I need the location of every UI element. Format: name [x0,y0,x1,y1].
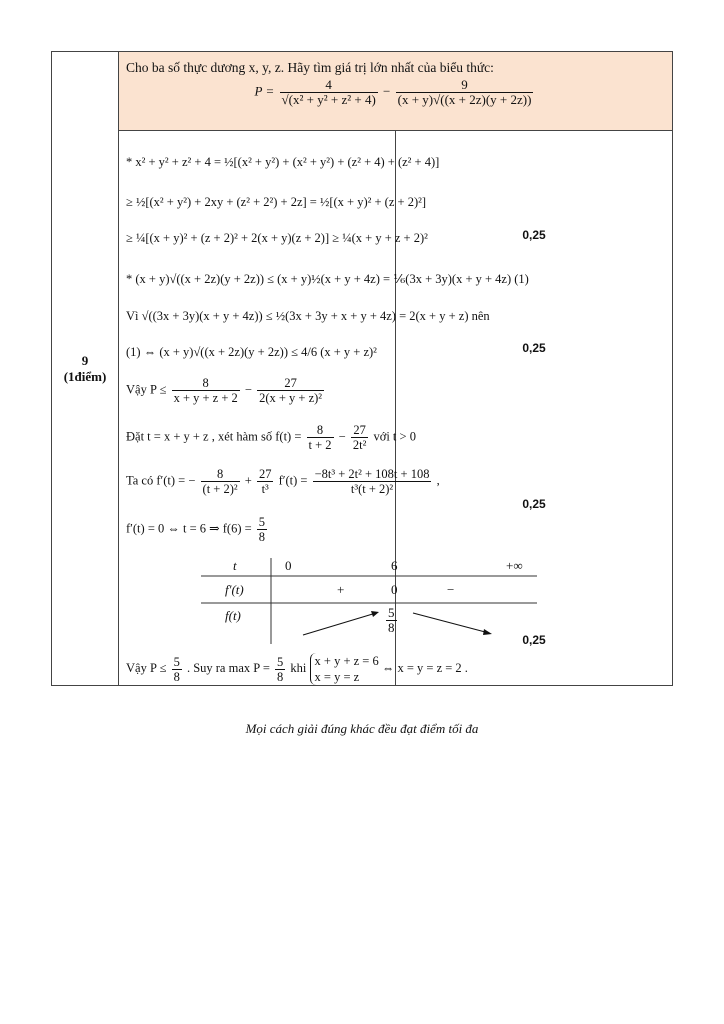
vt-t6: 6 [391,558,398,573]
problem-statement: Cho ba số thực dương x, y, z. Hãy tìm giá trị lớn nhất của biểu thức: [126,60,494,75]
score-3: 0,25 [522,497,546,511]
line-9: Ta có f′(t) = − $\frac{8}{\text{(t + 2)²}}$ + $\frac{27}{\text{t³}}$ f′(t) = $\frac{\text{−8t³ + 2t² + 108t + 108}}{\text{t³(t + 2)²}}$ , [126,467,440,496]
line-7: Vậy P ≤ $\frac{8}{x + y + z + 2}$ − $\frac{27}{\text{2(x + y + z)²}}$ [126,376,323,405]
equation-system: x + y + z = 6 x = y = z [310,653,379,685]
vt-t0: 0 [285,558,292,573]
score-column [396,131,673,686]
question-number-cell [52,52,119,686]
line-1: * x² + y² + z² + 4 = ½[(x² + y²) + (x² + y²) + (z² + 4) + (z² + 4)] [126,155,440,169]
solution-table [51,51,673,686]
vt-label-f: f(t) [225,608,241,623]
line-2: ≥ ½[(x² + y²) + 2xy + (z² + 2²) + 2z] = ½[(x + y)² + (z + 2)²] [126,195,427,209]
line-5: Vì √((3x + 3y)(x + y + 4z)) ≤ ½(3x + 3y + x + y + 4z) = 2(x + y + z) nên [126,309,490,323]
line-8: Đặt t = x + y + z , xét hàm số f(t) = $\frac{8}{t + 2}$ − $\frac{27}{\text{2t²}}$ với t > 0 [126,423,416,452]
footer-note: Mọi cách giải đúng khác đều đạt điểm tối đa [245,721,479,736]
problem-statement-cell [119,52,673,131]
vt-fmax: 5 8 [388,605,395,635]
question-number: 9 [81,352,89,368]
score-1: 0,25 [522,228,546,242]
line-11: Vậy P ≤ $\frac{5}{8}$ . Suy ra max P = $\frac{5}{8}$ khi x + y + z = 6 x = y = z ⇔ x = y = z = 2 . [126,654,468,684]
vt-tinf: +∞ [506,558,523,573]
increasing-arrow [303,613,376,635]
vt-sign-zero: 0 [391,582,398,597]
score-2: 0,25 [522,341,546,355]
frac2-num: 9 [396,78,534,93]
frac1-num: 4 [280,78,378,93]
solution-body [119,131,529,686]
vt-label-t: t [233,558,237,573]
formula-lhs: P = [254,83,275,99]
frac2-den: (x + y)√((x + 2z)(y + 2z)) [397,92,532,107]
question-points: (1điểm) [63,368,107,384]
score-4: 0,25 [522,633,546,647]
line-3: ≥ ¼[(x + y)² + (z + 2)² + 2(x + y)(z + 2)] ≥ ¼(x + y + z + 2)² [126,231,428,245]
vt-sign-plus: + [337,582,345,597]
vt-sign-minus: − [447,582,455,597]
problem-formula: P = $\frac{4}{\text{√(x² + y² + z² + 4)}}$ − $\frac{9}{(x + y)√((x + 2z)(y + 2z))}$ [254,77,532,107]
line-4: * (x + y)√((x + 2z)(y + 2z)) ≤ (x + y)½(x + y + 4z) = ⅙(3x + 3y)(x + y + 4z) (1) [126,272,529,286]
line-10: f′(t) = 0 ⇔ t = 6 ⇒ f(6) = $\frac{5}{8}$ [126,515,266,544]
line-6: (1) ⇔ (x + y)√((x + 2z)(y + 2z)) ≤ 4/6 (x + y + z)² [126,345,377,359]
frac1-den: √(x² + y² + z² + 4) [281,92,376,107]
vt-label-fprime: f′(t) [225,582,244,597]
